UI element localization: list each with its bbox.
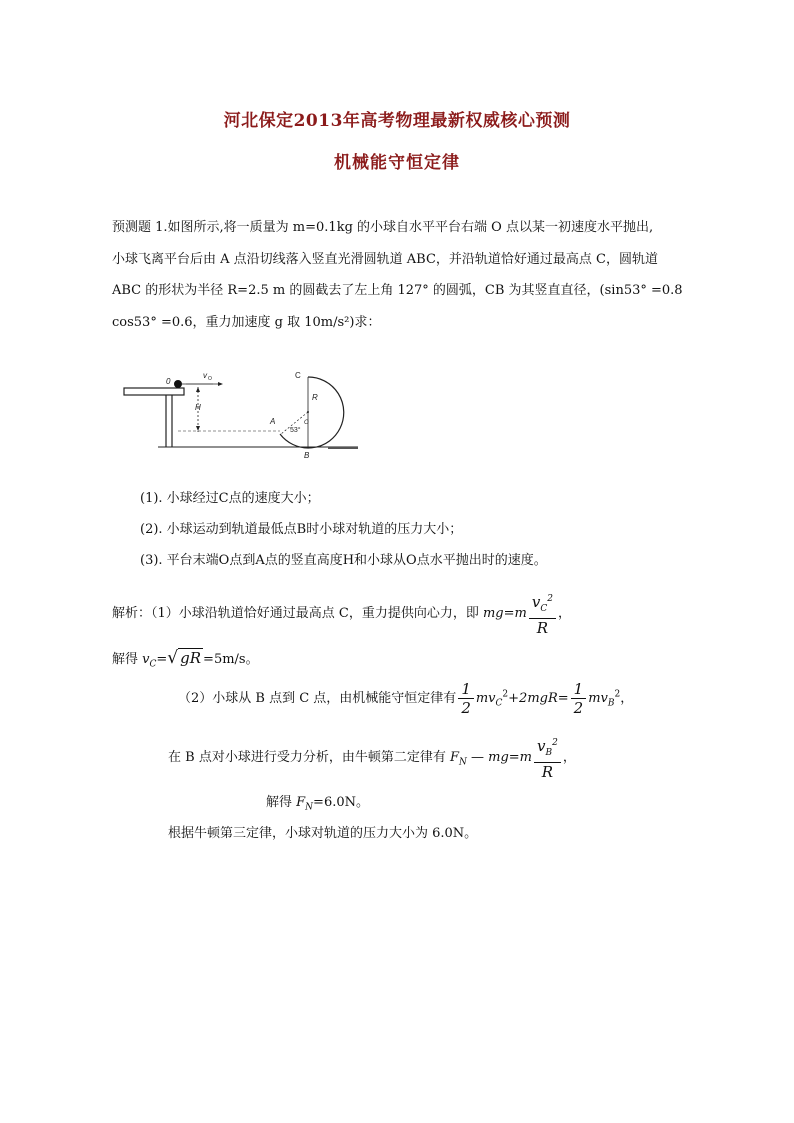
label-a: A xyxy=(270,417,276,426)
label-angle: 53° xyxy=(290,427,301,434)
ball xyxy=(174,380,182,388)
label-center: O xyxy=(304,420,309,426)
fraction-half: $\frac{1}{2}$ xyxy=(458,680,474,717)
problem-statement xyxy=(112,212,690,338)
solution-line-6: 根据牛顿第三定律，小球对轨道的压力大小为 6.0N。 xyxy=(168,826,478,841)
label-o: 0 xyxy=(166,377,171,386)
problem-line: 小球飞离平台后由 A 点沿切线落入竖直光滑圆轨道 ABC，并沿轨道恰好通过最高点 C，圆轨道 xyxy=(112,251,658,267)
label-r: R xyxy=(312,393,318,402)
sqrt-symbol: √ xyxy=(167,648,179,668)
fraction-half: $\frac{1}{2}$ xyxy=(571,680,587,717)
solution-line-1: 解析：（1）小球沿轨道恰好通过最高点 C，重力提供向心力，即 mg=m $\frac{v_C^2}{R}$ ， xyxy=(112,590,571,637)
solution-line-5: 解得 $F_N=6.0N$。 xyxy=(266,795,369,813)
physics-figure xyxy=(118,362,378,466)
label-v-sub: O xyxy=(208,376,212,382)
problem-line: 预测题 1.如图所示,将一质量为 m=0.1kg 的小球自水平平台右端 O 点以某一初速度水平抛出, xyxy=(112,220,654,235)
equation-term: mg=m xyxy=(482,606,527,621)
question-1: (1). 小球经过C点的速度大小； xyxy=(140,491,320,506)
problem-line: ABC 的形状为半径 R=2.5 m 的圆截去了左上角 127° 的圆弧，CB 为其竖直直径，(sin53° =0.8 xyxy=(112,283,683,298)
solution-line-4: 在 B 点对小球进行受力分析，由牛顿第二定律有 $F_N$ — mg=m $\frac{v_B^2}{R}$ ， xyxy=(168,734,576,781)
sqrt-body: gR xyxy=(180,649,202,667)
fraction: $\frac{v_B^2}{R}$ xyxy=(534,734,561,781)
question-2: (2). 小球运动到轨道最低点B时小球对轨道的压力大小； xyxy=(140,522,463,537)
label-v: v xyxy=(203,371,207,380)
circular-track xyxy=(280,377,344,448)
document-title: 河北保定2013年高考物理最新权威核心预测 xyxy=(223,111,571,131)
problem-line: cos53° =0.6，重力加速度 g 取 10m/s²)求： xyxy=(112,314,381,330)
solution-line-2: 解得 $v_C=√$ gR =5m/s。 xyxy=(112,648,259,670)
fraction: $\frac{v_C^2}{R}$ xyxy=(529,590,556,637)
label-b: B xyxy=(304,451,310,460)
label-c: C xyxy=(295,371,301,380)
platform-top xyxy=(124,388,184,395)
document-subtitle: 机械能守恒定律 xyxy=(334,153,460,173)
question-3: (3). 平台末端O点到A点的竖直高度H和小球从O点水平抛出时的速度。 xyxy=(140,553,547,568)
solution-text: 解析：（1）小球沿轨道恰好通过最高点 C，重力提供向心力，即 xyxy=(112,606,483,621)
solution-line-3: （2）小球从 B 点到 C 点，由机械能守恒定律有 $\frac{1}{2}$ $mv_C^2+2mgR=$ $\frac{1}{2}$ $mv_B^2$， xyxy=(178,680,634,717)
label-h: H xyxy=(195,403,201,412)
